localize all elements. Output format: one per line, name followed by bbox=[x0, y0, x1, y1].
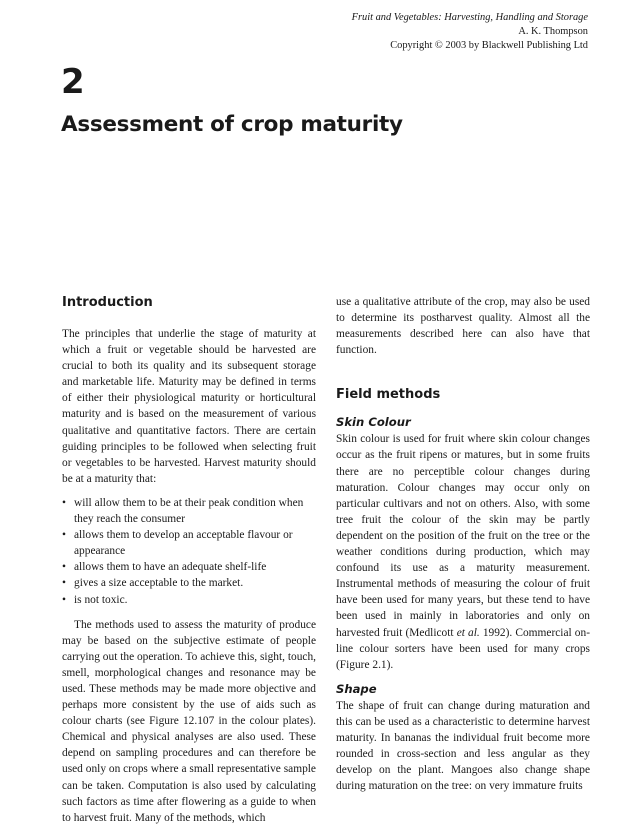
skin-colour-heading: Skin Colour bbox=[336, 415, 411, 430]
maturity-criteria-list bbox=[62, 495, 316, 608]
left-column bbox=[62, 294, 316, 826]
bullet-icon: • bbox=[62, 593, 66, 606]
list-item: • gives a size acceptable to the market. bbox=[62, 575, 316, 591]
running-header bbox=[352, 11, 588, 53]
introduction-heading: Introduction bbox=[62, 295, 153, 310]
chapter-number: 2 bbox=[61, 62, 85, 102]
intro-paragraph-1: The principles that underlie the stage of maturity at which a fruit or vegetable should be harvested are crucial to both its quality and its subsequent storage and marketable life. Maturity may be defined in terms of either their physiological maturity or horticultural maturity and is based on the measurement of various qualitative and quantitative factors. There are certain guiding principles to be followed when selecting fruit or vegetables to be harvested. Harvest maturity should be at a maturity that: bbox=[62, 328, 316, 485]
shape-heading: Shape bbox=[336, 681, 377, 696]
list-item: • allows them to develop an acceptable flavour or appearance bbox=[62, 529, 293, 558]
bullet-icon: • bbox=[62, 496, 66, 509]
author: A. K. Thompson bbox=[518, 26, 588, 37]
intro-paragraph-2: The methods used to assess the maturity of produce may be based on the subjective estimate of people carrying out the operation. To achieve this, sight, touch, smell, morphological changes and resonance may be used. These methods may be made more objective and perhaps more consistent by the use of aids such as colour charts (see Figure 12.107 in the colour plates). Chemical and physical analyses are also used. These depend on sampling procedures and can therefore be used only on crops where a small representative sample can be taken. Computation is also used by calculating such factors as time after flowering as a guide to when to harvest fruit. Many of the methods, which bbox=[62, 618, 316, 824]
intro-paragraph-2-continued: use a qualitative attribute of the crop, may also be used to determine its postharvest quality. Almost all the measurements described here can also have that function. bbox=[336, 296, 590, 357]
book-title: Fruit and Vegetables: Harvesting, Handling and Storage bbox=[351, 12, 588, 23]
field-methods-heading: Field methods bbox=[336, 387, 441, 403]
bullet-icon: • bbox=[62, 561, 66, 574]
skin-colour-paragraph: Skin colour is used for fruit where skin colour changes occur as the fruit ripens or matures, but in some fruits there are no perceptible colour changes during maturation. Colour changes may occur only on particular cultivars and not on others. Also, with some tree fruit the colour of the skin may be partly dependent on the position of the fruit on the tree or the weather conditions during production, which may confound its use as a maturity measurement. Instrumental methods of measuring the colour of fruit have been used for many years, but these tend to have been used in mainly in laboratories and only on harvested fruit (Medlicott et al. 1992). Commercial on-line colour sorters have been used for many crops (Figure 2.1). bbox=[336, 433, 590, 671]
list-item: • is not toxic. bbox=[62, 592, 316, 608]
list-item: • will allow them to be at their peak condition when they reach the consumer bbox=[62, 496, 304, 526]
bullet-icon: • bbox=[62, 529, 66, 542]
shape-paragraph: The shape of fruit can change during maturation and this can be used as a characteristic to determine harvest maturity. In bananas the individual fruit become more rounded in cross-section and less angular as they develop on the plant. Mangoes also change shape during maturation on the tree: on very immature fruits bbox=[336, 699, 590, 793]
right-column bbox=[336, 294, 590, 794]
copyright: Copyright © 2003 by Blackwell Publishing Ltd bbox=[390, 40, 588, 51]
list-item: • allows them to have an adequate shelf-life bbox=[62, 559, 316, 575]
chapter-title: Assessment of crop maturity bbox=[61, 112, 403, 137]
bullet-icon: • bbox=[62, 577, 66, 590]
